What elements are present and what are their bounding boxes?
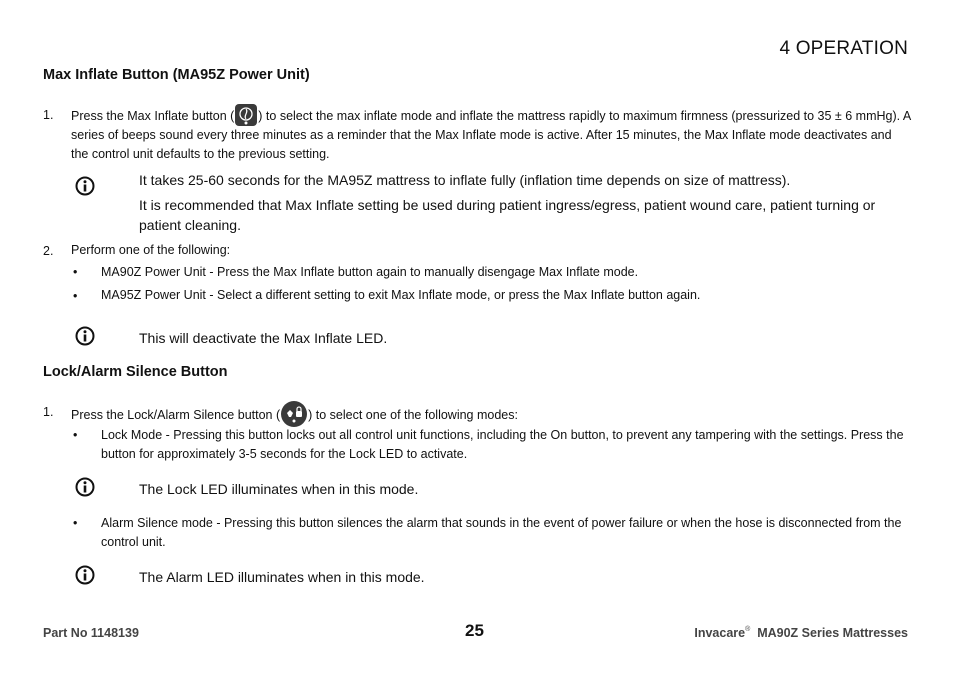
- footer-part-number: Part No 1148139: [43, 626, 139, 640]
- info-icon: [75, 565, 95, 585]
- footer-product-name: MA90Z Series Mattresses: [757, 626, 908, 640]
- step-text: Press the Lock/Alarm Silence button ( ) to select one of the following modes:: [71, 401, 911, 427]
- bullet-glyph: •: [73, 289, 78, 303]
- list-item: MA90Z Power Unit - Press the Max Inflate button again to manually disengage Max Inflate mode.: [101, 265, 639, 279]
- max-inflate-button-icon: [235, 104, 257, 126]
- step-text: Perform one of the following:: [71, 243, 231, 257]
- bullet-glyph: •: [73, 428, 78, 442]
- info-icon: [75, 326, 95, 346]
- note-text-inflation-time: It takes 25-60 seconds for the MA95Z mattress to inflate fully (inflation time depends on size of mattress). It is recommended that Max Inflate setting be used during patient ingress/egress, patient wound care, patient turning or patient cleaning.: [139, 172, 876, 233]
- note-text-deactivate-led: This will deactivate the Max Inflate LED.: [139, 330, 388, 346]
- list-item: MA95Z Power Unit - Select a different setting to exit Max Inflate mode, or press the Max Inflate button again.: [101, 288, 701, 302]
- note-text-alarm-led: The Alarm LED illuminates when in this mode.: [139, 569, 425, 585]
- step-number: 1.: [43, 405, 54, 419]
- lock-alarm-silence-button-icon: [281, 401, 307, 427]
- bullet-glyph: •: [73, 265, 78, 279]
- page-number: 25: [465, 621, 484, 640]
- step-number: 2.: [43, 244, 54, 258]
- chapter-title: 4 OPERATION: [779, 38, 908, 59]
- footer-brand: Invacare: [694, 626, 746, 640]
- list-item: Alarm Silence mode - Pressing this button silences the alarm that sounds in the event of power failure or when the hose is disconnected from the control unit.: [101, 516, 902, 549]
- step-text: Press the Max Inflate button ( ) to select the max inflate mode and inflate the mattress rapidly to maximum firmness (pressurized to 35 ± 6 mmHg). A series of beeps sound every three minutes as a reminder that the Max Inflate mode is active. After 15 minutes, the Max Inflate mode deactivates and the control unit defaults to the previous setting.: [71, 104, 911, 164]
- info-icon: [75, 176, 95, 196]
- list-item: Lock Mode - Pressing this button locks out all control unit functions, including the On button, to prevent any tampering with the settings. Press the button for approximately 3-5 seconds for the Lock LED to activate.: [101, 428, 904, 461]
- section-heading-max-inflate: Max Inflate Button (MA95Z Power Unit): [43, 67, 310, 83]
- footer-product: [694, 626, 908, 640]
- bullet-glyph: •: [73, 516, 78, 530]
- note-text-lock-led: The Lock LED illuminates when in this mode.: [139, 481, 419, 497]
- registered-mark: ®: [745, 626, 751, 633]
- info-icon: [75, 477, 95, 497]
- step-number: 1.: [43, 108, 54, 122]
- section-heading-lock-alarm: Lock/Alarm Silence Button: [43, 364, 228, 380]
